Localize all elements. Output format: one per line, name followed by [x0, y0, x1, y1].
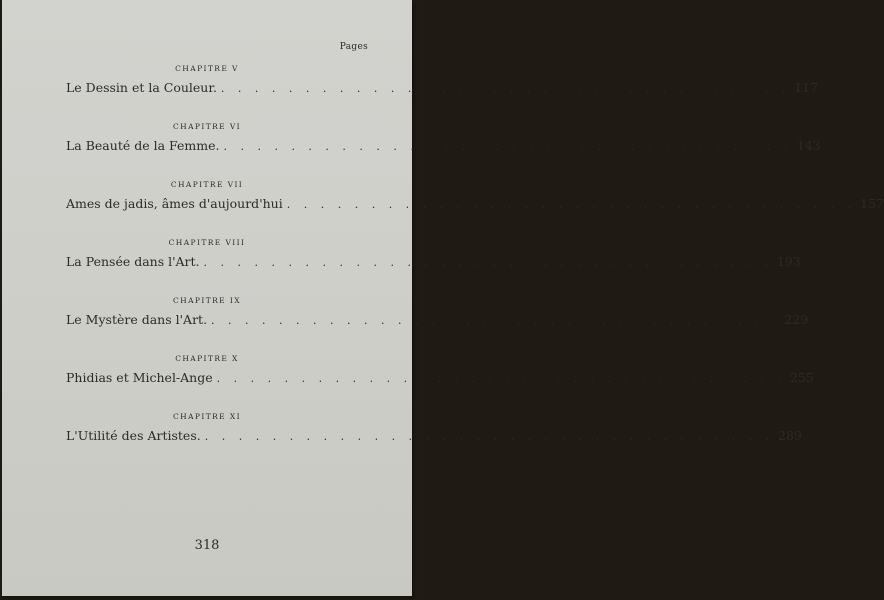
chapter-heading: CHAPITRE VIII — [168, 238, 246, 247]
entry-page-number: 143 — [796, 138, 821, 153]
entry-page-number: 157 — [860, 196, 884, 211]
dot-leader: . . . . . . . . . . . . . . . . . . . . . . . . . . . . . . . . . . — [211, 314, 781, 327]
toc-entry — [66, 196, 884, 211]
book-page — [2, 0, 884, 596]
toc-entry — [66, 312, 809, 327]
entry-page-number: 193 — [776, 254, 801, 269]
entry-title: Ames de jadis, âmes d'aujourd'hui — [66, 196, 283, 211]
dot-leader: . . . . . . . . . . . . . . . . . . . . . . . . . . . . . . . . . . — [203, 256, 773, 269]
entry-page-number: 117 — [794, 80, 819, 95]
dot-leader: . . . . . . . . . . . . . . . . . . . . . . . . . . . . . . . . . . — [286, 198, 857, 211]
toc-entry — [66, 428, 802, 443]
dot-leader: . . . . . . . . . . . . . . . . . . . . . . . . . . . . . . . . . . — [220, 82, 791, 95]
chapter-heading: CHAPITRE V — [175, 64, 239, 73]
chapter-heading: CHAPITRE VII — [170, 180, 244, 189]
table-of-contents — [2, 62, 884, 468]
chapter-heading: CHAPITRE XI — [173, 412, 241, 421]
toc-chapter — [2, 236, 801, 294]
toc-chapter — [2, 410, 802, 468]
chapter-heading: CHAPITRE VI — [173, 122, 241, 131]
entry-title: Le Dessin et la Couleur. — [66, 80, 217, 95]
dot-leader: . . . . . . . . . . . . . . . . . . . . . . . . . . . . . . . . . . — [216, 372, 786, 385]
toc-chapter — [2, 120, 821, 178]
toc-chapter — [2, 352, 814, 410]
entry-title: Le Mystère dans l'Art. — [66, 312, 208, 327]
toc-chapter — [2, 294, 809, 352]
entry-title: L'Utilité des Artistes. — [66, 428, 201, 443]
toc-chapter — [2, 178, 884, 236]
page-number: 318 — [194, 538, 220, 553]
entry-page-number: 229 — [784, 312, 809, 327]
entry-title: La Pensée dans l'Art. — [66, 254, 200, 269]
toc-entry — [66, 138, 821, 153]
toc-entry — [66, 80, 819, 95]
dot-leader: . . . . . . . . . . . . . . . . . . . . . . . . . . . . . . . . . . — [204, 430, 774, 443]
toc-chapter — [2, 62, 819, 120]
dot-leader: . . . . . . . . . . . . . . . . . . . . . . . . . . . . . . . . . . — [223, 140, 793, 153]
entry-title: La Beauté de la Femme. — [66, 138, 220, 153]
pages-column-label: Pages — [339, 42, 368, 52]
entry-page-number: 289 — [778, 428, 802, 443]
entry-page-number: 255 — [789, 370, 814, 385]
toc-entry — [66, 254, 801, 269]
toc-entry — [66, 370, 814, 385]
entry-title: Phidias et Michel-Ange — [66, 370, 213, 385]
chapter-heading: CHAPITRE X — [175, 354, 239, 363]
chapter-heading: CHAPITRE IX — [173, 296, 241, 305]
